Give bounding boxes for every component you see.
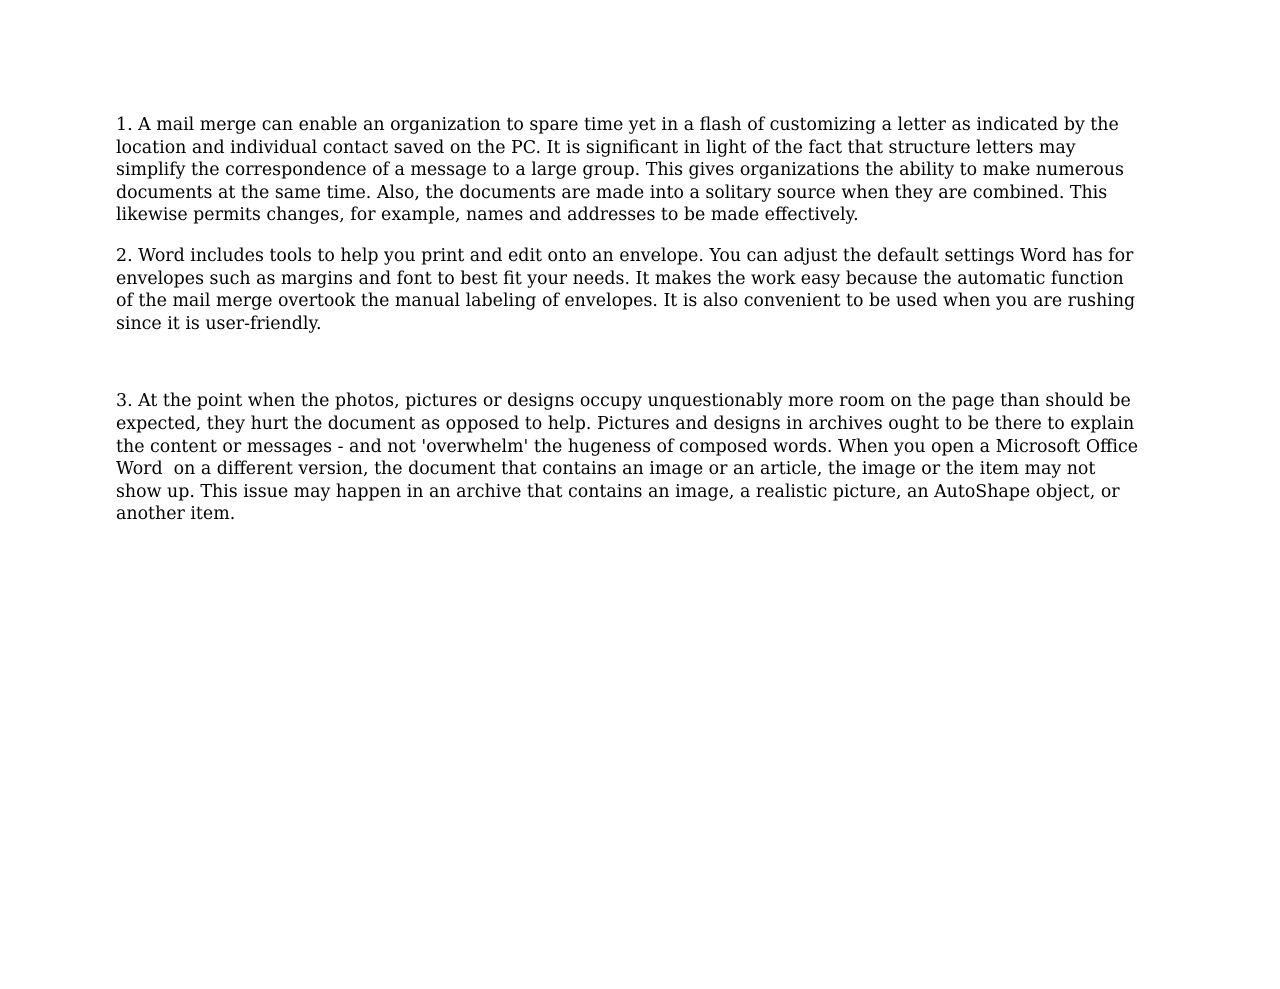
text-line: envelopes such as margins and font to best fit your needs. It makes the work easy because the automatic function (116, 268, 1124, 289)
text-line: Word on a different version, the document that contains an image or an article, the image or the item may not (116, 459, 1096, 480)
text-line: expected, they hurt the document as opposed to help. Pictures and designs in archives ought to be there to explain (116, 413, 1135, 434)
paragraph-mail-merge (116, 114, 1176, 227)
text-line: simplify the correspondence of a message to a large group. This gives organizations the ability to make numerous (116, 160, 1124, 181)
text-line: of the mail merge overtook the manual labeling of envelopes. It is also convenient to be used when you are rushing (116, 291, 1136, 312)
text-line: 2. Word includes tools to help you print and edit onto an envelope. You can adjust the default settings Word has for (116, 245, 1134, 266)
text-line: since it is user-friendly. (116, 313, 322, 334)
text-line: another item. (116, 504, 236, 525)
document-body (116, 114, 1176, 526)
text-line: the content or messages - and not 'overwhelm' the hugeness of composed words. When you open a Microsoft Office (116, 436, 1139, 457)
text-line: likewise permits changes, for example, names and addresses to be made effectively. (116, 205, 859, 226)
paragraph-envelopes (116, 245, 1176, 335)
text-line: 3. At the point when the photos, pictures or designs occupy unquestionably more room on the page than should be (116, 391, 1131, 412)
text-line: location and individual contact saved on the PC. It is significant in light of the fact that structure letters may (116, 137, 1076, 158)
paragraph-images (116, 390, 1176, 526)
text-line: 1. A mail merge can enable an organization to spare time yet in a flash of customizing a letter as indicated by the (116, 115, 1119, 135)
text-line: show up. This issue may happen in an archive that contains an image, a realistic picture, an AutoShape object, or (116, 481, 1120, 502)
text-line: documents at the same time. Also, the documents are made into a solitary source when they are combined. This (116, 182, 1108, 203)
